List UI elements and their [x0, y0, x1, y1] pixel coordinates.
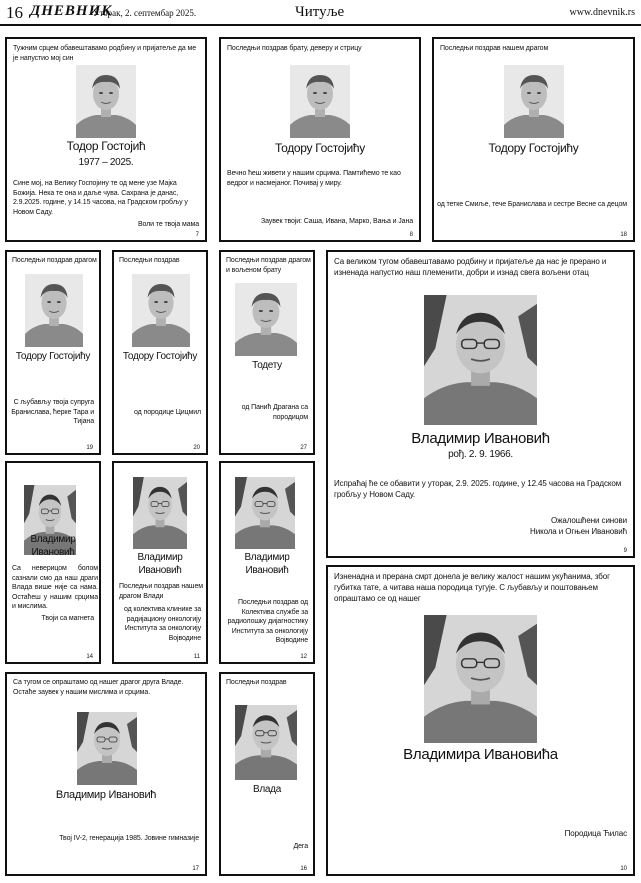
notice-intro: Последњи поздрав нашем драгом — [440, 45, 549, 52]
deceased-name: Владимир Ивановић — [411, 430, 550, 447]
obituary-notice — [5, 37, 207, 242]
notice-signature: Никола и Огњен Ивановић — [530, 527, 627, 536]
deceased-name: Тодору Гостојићу — [488, 141, 579, 155]
notice-body: Вечно ћеш живети у нашим срцима. Памтићемо те као ведрог и насмејаног. Почивај у миру. — [227, 170, 401, 187]
notice-intro: Тужним срцем обавештавамо родбину и пријатеље да ме је напустио мој син — [13, 45, 197, 62]
notice-intro: Са великом тугом обавештавамо родбину и пријатеље да нас је прерано и изненада напустио наш племенити, добри и изнад свега вољени отац — [334, 257, 607, 277]
notice-signature: Твој IV-2, генерација 1985. Јовине гимназије — [59, 835, 199, 842]
deceased-name: Владимира Ивановића — [403, 746, 558, 763]
page-header — [0, 0, 641, 26]
deceased-name: Тодору Гостојићу — [275, 141, 365, 155]
notice-number: 16 — [300, 866, 307, 872]
notice-intro: Последњи поздрав нашем драгом Влади — [119, 583, 203, 600]
obituary-notice — [5, 461, 101, 664]
section-title: Читуље — [295, 4, 345, 20]
notice-number: 7 — [195, 232, 199, 238]
website-link[interactable]: www.dnevnik.rs — [569, 7, 635, 18]
portrait-photo — [235, 477, 295, 549]
deceased-name: Тодор Гостојић — [66, 139, 146, 153]
notice-intro: Последњи поздрав — [119, 257, 180, 264]
issue-date: Уторак, 2. септембар 2025. — [93, 8, 197, 18]
deceased-last-name: Ивановић — [245, 565, 289, 576]
notice-signature: Твоји са магнета — [41, 615, 94, 622]
notice-body: Испраћај ће се обавити у уторак, 2.9. 2025. године, у 12.45 часова на Градском гробљу у Новом Саду. — [334, 479, 622, 499]
notice-number: 19 — [86, 445, 93, 451]
notice-intro: Последњи поздрав драгом и вољеном брату — [226, 257, 311, 274]
obituary-notice — [326, 250, 635, 558]
notice-signature: од породице Цицмил — [134, 409, 201, 416]
notice-signature: Ожалошћени синови — [550, 516, 627, 525]
deceased-name: Тодору Гостојићу — [15, 351, 91, 362]
notice-signature: Породица Ћилас — [564, 829, 627, 838]
notice-signature: Дега — [293, 843, 308, 850]
notice-number: 17 — [192, 866, 199, 872]
notice-number: 27 — [300, 445, 307, 451]
notice-intro: Са тугом се опраштамо од нашег драгог друга Владе. Остаће заувек у нашим мислима и срцима. — [13, 679, 184, 696]
notice-number: 11 — [193, 654, 200, 660]
notice-intro: Последњи поздрав — [226, 679, 287, 686]
obituary-notice — [112, 461, 208, 664]
notice-intro: Изненадна и прерана смрт донела је велику жалост нашим укућанима, због губитка тате, а читава наша породица тугује. С љубављу и поштовањем опраштамо се од нашег — [334, 572, 610, 603]
portrait-photo — [77, 712, 137, 785]
deceased-name: Тодору Гостојићу — [122, 351, 198, 362]
portrait-photo — [132, 274, 190, 347]
obituary-notice — [432, 37, 635, 242]
notice-number: 14 — [86, 654, 93, 660]
deceased-first-name: Владимир — [30, 534, 76, 545]
obituary-notice — [5, 250, 101, 455]
portrait-photo — [25, 274, 83, 347]
life-years: 1977 – 2025. — [78, 157, 134, 168]
notice-body: Са неверицом болом сазнали смо да наш драги Влада више није са нама. Остаћеш у нашим срцима и мислима. — [12, 565, 98, 610]
obituary-notice — [326, 565, 635, 876]
obituary-notice — [219, 37, 421, 242]
obituary-notice — [5, 672, 207, 876]
notice-number: 9 — [623, 548, 627, 554]
notice-intro: Последњи поздрав драгом — [12, 257, 97, 264]
portrait-photo — [235, 705, 297, 780]
notice-signature: Заувек твоји: Саша, Ивана, Марко, Вања и Јана — [260, 218, 413, 225]
notice-number: 12 — [300, 654, 307, 660]
notice-signature: од колектива клинике за радијациону онкологију Института за онкологију Војводине — [123, 606, 201, 642]
notice-signature: Воли те твоја мама — [137, 221, 199, 228]
portrait-photo — [424, 615, 537, 743]
notice-signature: од Панић Драгана са породицом — [241, 404, 308, 421]
notice-number: 8 — [409, 232, 413, 238]
deceased-last-name: Ивановић — [31, 547, 75, 558]
page-number: 16 — [6, 3, 23, 22]
notice-body: Сине мој, на Велику Госпојину те од мене узе Мајка Божија. Нека те она и даље чува. Сахрана је данас, 2.9.2025. године, у 14.15 часова, на Градском гробљу у Новом Саду. — [13, 180, 188, 216]
notice-number: 18 — [620, 232, 627, 238]
notice-signature: Последњи поздрав од Колектива службе за радиолошку дијагностику Института за онкологију Војводине — [227, 599, 308, 644]
portrait-photo — [133, 477, 187, 549]
portrait-photo — [504, 65, 564, 138]
portrait-photo — [76, 65, 136, 138]
portrait-photo — [235, 283, 297, 356]
notice-intro: Последњи поздрав брату, девеpу и стрицу — [227, 45, 362, 52]
deceased-name: Тодету — [252, 360, 282, 371]
notice-number: 10 — [620, 866, 627, 872]
portrait-photo — [424, 295, 537, 425]
newspaper-logo: ДНЕВНИК — [30, 3, 113, 19]
obituary-notice — [219, 250, 315, 455]
notice-number: 20 — [193, 445, 200, 451]
birth-date: рођ. 2. 9. 1966. — [448, 449, 513, 460]
obituary-notice — [219, 461, 315, 664]
obituary-notice — [112, 250, 208, 455]
notice-signature: од тетке Смиље, тече Бранислава и сестре Весне са децом — [437, 201, 627, 208]
deceased-first-name: Владимир — [137, 552, 183, 563]
deceased-name: Владимир Ивановић — [55, 789, 157, 801]
notice-signature: С љубављу твоја супруга Бранислава, ћерке Тара и Тијана — [11, 399, 94, 425]
deceased-name: Влада — [253, 784, 281, 795]
deceased-last-name: Ивановић — [138, 565, 182, 576]
portrait-photo — [290, 65, 350, 138]
deceased-first-name: Владимир — [244, 552, 290, 563]
obituary-notice — [219, 672, 315, 876]
